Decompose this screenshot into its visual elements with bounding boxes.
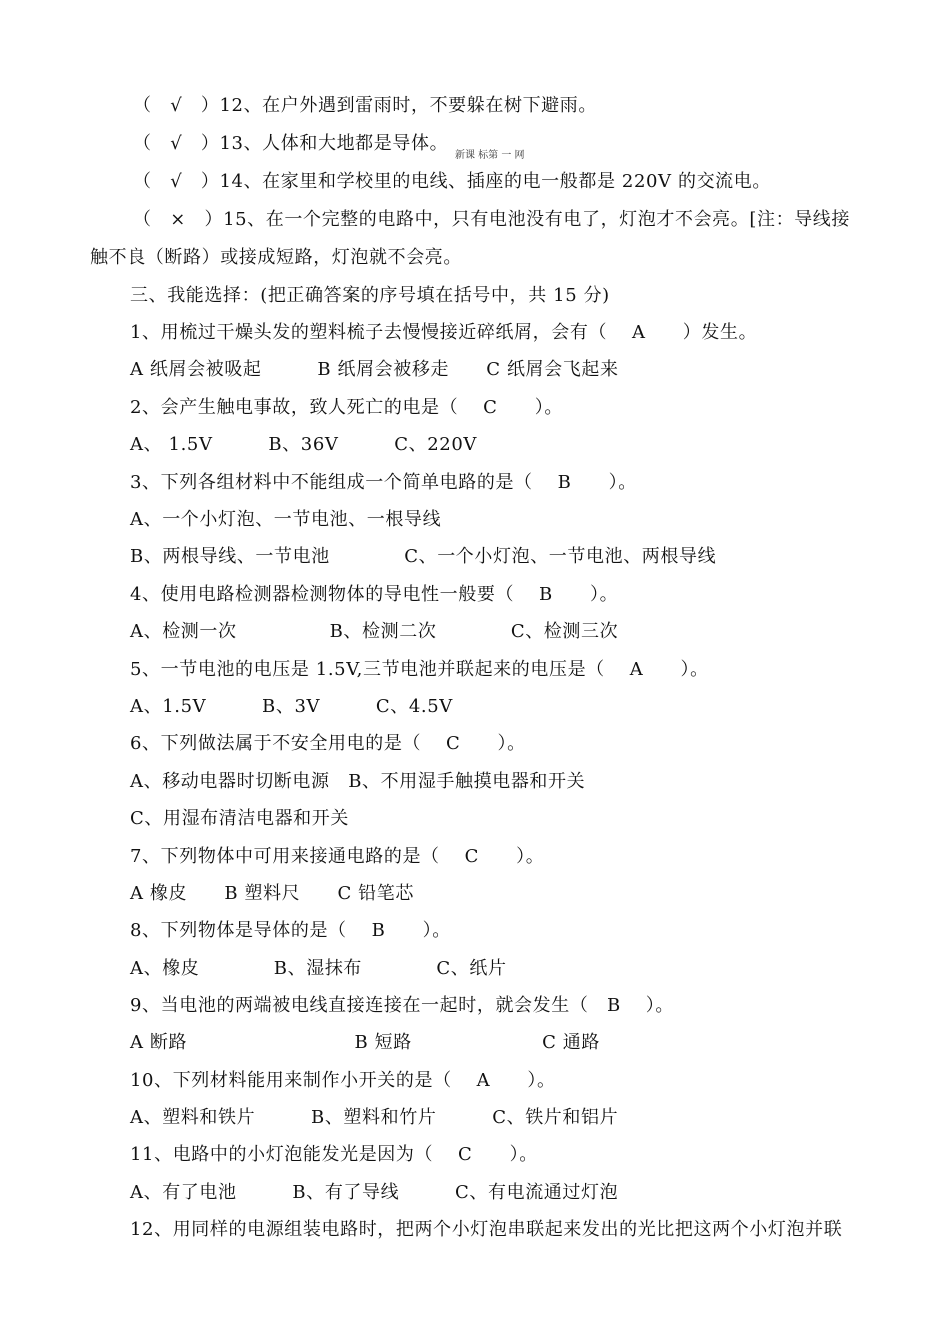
question-line: 3、下列各组材料中不能组成一个简单电路的是（ B ）。 — [130, 472, 637, 493]
question-line: 1、用梳过干燥头发的塑料梳子去慢慢接近碎纸屑，会有（ A ）发生。 — [130, 322, 758, 343]
option-line: A、移动电器时切断电源 B、不用湿手触摸电器和开关 — [130, 771, 586, 792]
option-line: A、检测一次 B、检测二次 C、检测三次 — [130, 621, 619, 642]
tf-item-14: （ √ ）14、在家里和学校里的电线、插座的电一般都是 220V 的交流电。 — [133, 171, 771, 192]
question-line: 10、下列材料能用来制作小开关的是（ A ）。 — [130, 1070, 556, 1091]
section-title: 三、我能选择：(把正确答案的序号填在括号中，共 15 分) — [130, 285, 610, 306]
option-line: A、塑料和铁片 B、塑料和竹片 C、铁片和铝片 — [130, 1107, 619, 1128]
option-line: A 橡皮 B 塑料尺 C 铅笔芯 — [130, 883, 414, 904]
question-line: 7、下列物体中可用来接通电路的是（ C ）。 — [130, 846, 545, 867]
question-line: 2、会产生触电事故，致人死亡的电是（ C ）。 — [130, 397, 563, 418]
option-line: B、两根导线、一节电池 C、一个小灯泡、一节电池、两根导线 — [130, 546, 717, 567]
tf-item-12: （ √ ）12、在户外遇到雷雨时，不要躲在树下避雨。 — [133, 95, 597, 116]
question-line: 6、下列做法属于不安全用电的是（ C ）。 — [130, 733, 526, 754]
question-line: 11、电路中的小灯泡能发光是因为（ C ）。 — [130, 1144, 538, 1165]
question-line: 5、一节电池的电压是 1.5V,三节电池并联起来的电压是（ A ）。 — [130, 659, 709, 680]
tf-item-13: （ √ ）13、人体和大地都是导体。 — [133, 133, 449, 154]
option-line: C、用湿布清洁电器和开关 — [130, 808, 349, 829]
tf-item-15-continuation: 触不良（断路）或接成短路，灯泡就不会亮。 — [90, 247, 462, 268]
option-line: A、有了电池 B、有了导线 C、有电流通过灯泡 — [130, 1182, 619, 1203]
option-line: A 断路 B 短路 C 通路 — [130, 1032, 600, 1053]
option-line: A 纸屑会被吸起 B 纸屑会被移走 C 纸屑会飞起来 — [130, 359, 619, 380]
option-line: A、 1.5V B、36V C、220V — [130, 434, 478, 455]
question-line: 12、用同样的电源组装电路时，把两个小灯泡串联起来发出的光比把这两个小灯泡并联 — [130, 1219, 843, 1240]
option-line: A、一个小灯泡、一节电池、一根导线 — [130, 509, 442, 530]
question-line: 9、当电池的两端被电线直接连接在一起时，就会发生（ B ）。 — [130, 995, 674, 1016]
watermark-text: 新课 标第 一 网 — [455, 150, 525, 161]
question-line: 4、使用电路检测器检测物体的导电性一般要（ B ）。 — [130, 584, 619, 605]
tf-item-15: （ × ）15、在一个完整的电路中，只有电池没有电了，灯泡才不会亮。[注：导线接 — [133, 209, 851, 230]
option-line: A、橡皮 B、湿抹布 C、纸片 — [130, 958, 507, 979]
question-line: 8、下列物体是导体的是（ B ）。 — [130, 920, 451, 941]
option-line: A、1.5V B、3V C、4.5V — [130, 696, 453, 717]
